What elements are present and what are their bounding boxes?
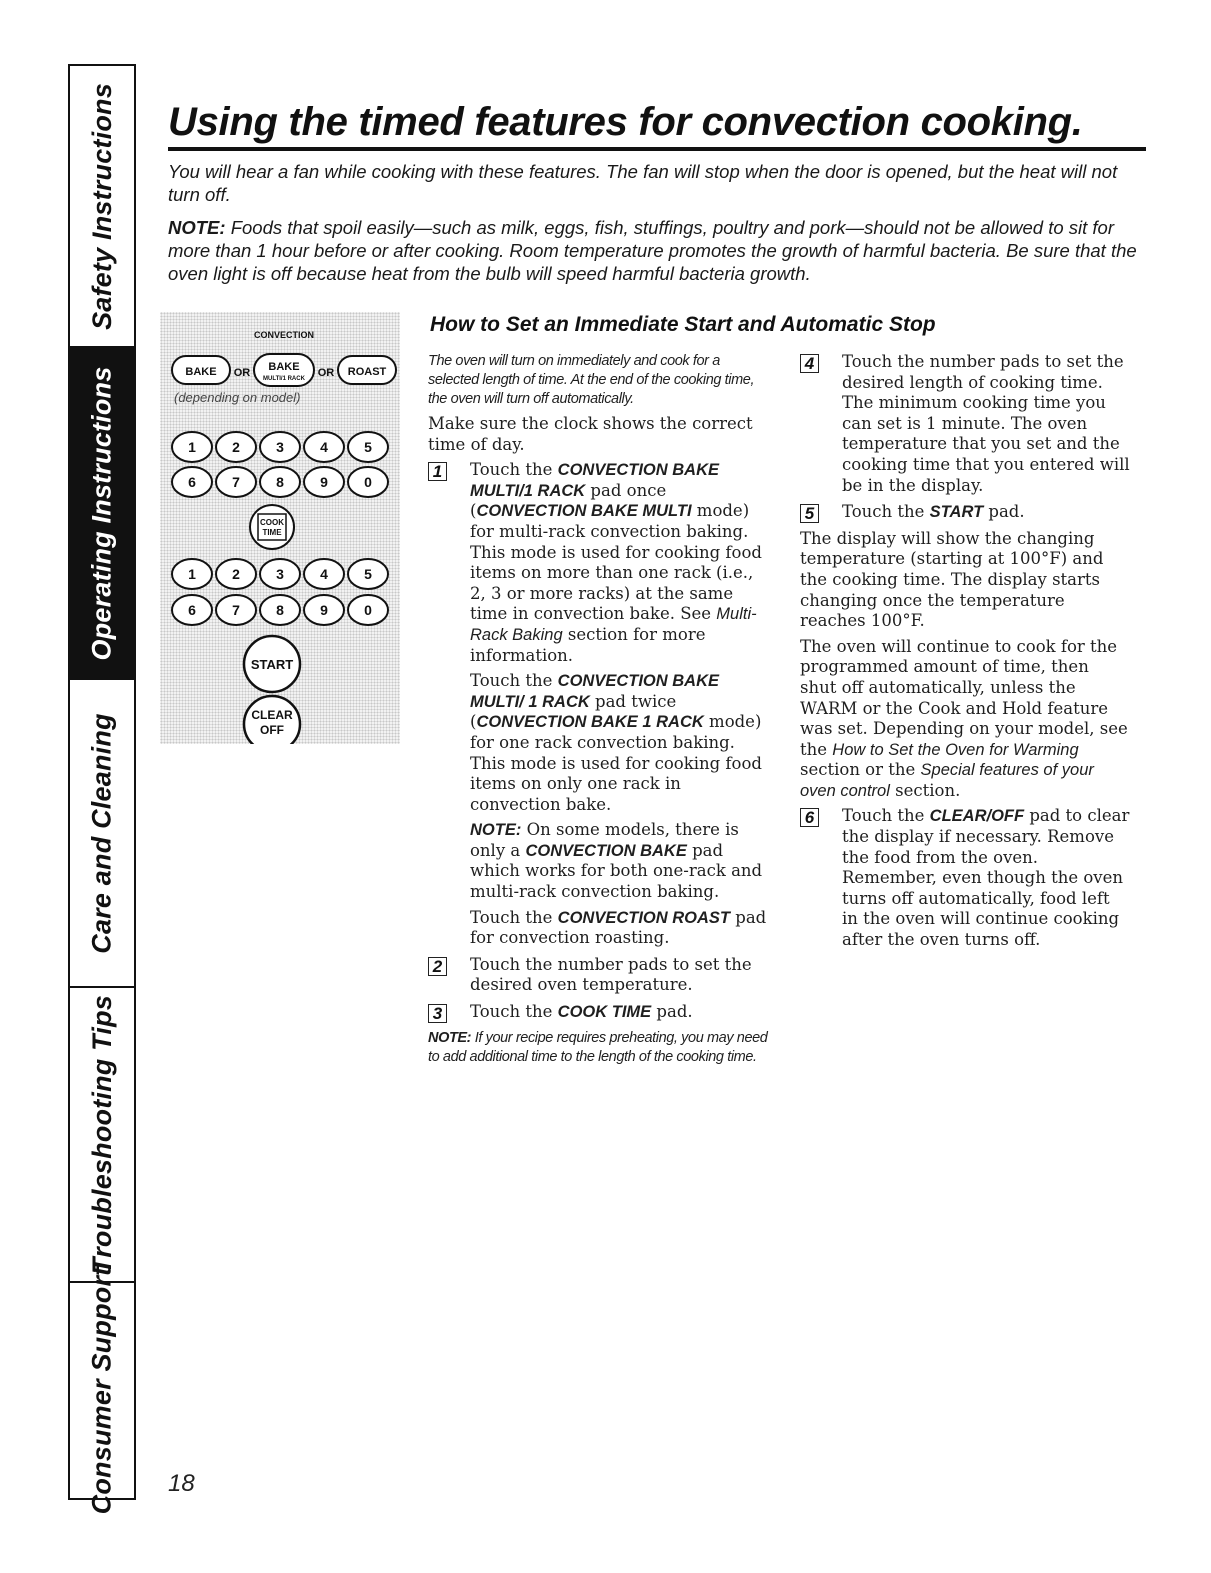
text: section or the (800, 760, 921, 780)
model-note: (depending on model) (174, 390, 301, 405)
number-pad-label: 4 (320, 439, 328, 455)
text: pad twice ( (470, 691, 677, 732)
step-number: 1 (428, 462, 447, 481)
step-3-text (470, 1002, 773, 1023)
step-number: 2 (428, 957, 447, 976)
cook-time-label: TIME (262, 528, 282, 537)
step-number: 5 (800, 504, 819, 523)
step-number: 4 (800, 354, 819, 373)
section-tabs (68, 64, 136, 1515)
text: Touch the (842, 806, 930, 826)
number-pad-7[interactable] (216, 595, 256, 625)
tab-care-and-cleaning[interactable] (70, 680, 134, 988)
number-pad-8[interactable] (260, 467, 300, 497)
pad-name: CONVECTION BAKE (525, 841, 687, 860)
text: Touch the (470, 1002, 558, 1022)
number-pad-3[interactable] (260, 432, 300, 462)
or-label: OR (317, 367, 335, 379)
number-pad-label: 3 (276, 439, 284, 455)
text: mode) for multi-rack convection baking. This mode is used for cooking food items on more than one rack (i.e., 2, 3 or more racks) at the same time in convection bake. See (470, 501, 762, 624)
keypad-row-4 (172, 595, 388, 625)
pad-name: START (929, 503, 984, 522)
number-pad-label: 0 (364, 602, 372, 618)
section-reference: Special features of your oven control (800, 761, 1094, 800)
tab-label: Operating Instructions (86, 366, 117, 660)
number-pad-label: 3 (276, 566, 284, 582)
text: Touch the (470, 671, 558, 691)
section-reference: How to Set the Oven for Warming (832, 740, 1079, 759)
step-1-one-rack (470, 671, 773, 815)
continue-explanation (800, 637, 1130, 802)
number-pad-label: 2 (232, 566, 240, 582)
text: pad which works for both one-rack and multi-rack convection baking. (470, 840, 763, 902)
preheat-note (428, 1029, 773, 1067)
step-1-note (470, 820, 773, 902)
start-pad[interactable] (244, 636, 300, 692)
convection-label: CONVECTION (254, 330, 315, 340)
number-pad-2[interactable] (216, 559, 256, 589)
text: Touch the (470, 460, 558, 480)
page-number: 18 (168, 1470, 195, 1497)
mode-name: CONVECTION BAKE 1 RACK (476, 713, 704, 732)
step-1-roast (470, 908, 773, 949)
step-6 (800, 806, 1130, 950)
pad-name: CONVECTION ROAST (557, 908, 731, 927)
number-pad-label: 9 (320, 474, 328, 490)
bake-multi-pad[interactable] (254, 354, 314, 386)
text: The oven will continue to cook for the programmed amount of time, then shut off automatically, unless the WARM or the Cook and Hold feature was set. Depending on your model, see the (800, 636, 1128, 759)
text: section for more information. (470, 624, 706, 665)
step-1-multi-rack (470, 460, 773, 666)
safety-note (168, 216, 1143, 285)
cook-time-pad[interactable] (250, 505, 294, 549)
clear-off-pad[interactable] (244, 696, 300, 744)
step-4 (800, 352, 1130, 496)
display-explanation: The display will show the changing temperature (starting at 100°F) and the cooking time. The display starts changing once the temperature reaches 100°F. (800, 528, 1104, 631)
keypad-row-1 (172, 432, 388, 462)
number-pad-label: 5 (364, 566, 372, 582)
cook-time-label: COOK (260, 518, 284, 527)
title-rule (168, 147, 1146, 151)
step-4-text: Touch the number pads to set the desired length of cooking time. The minimum cooking time you can set is 1 minute. The oven temperature that you set and the cooking time that you entered will be in the display. (842, 352, 1130, 495)
text: If your recipe requires preheating, you may need to add additional time to the length of the cooking time. (428, 1029, 768, 1065)
tab-label: Troubleshooting Tips (86, 995, 117, 1274)
tab-label: Safety Instructions (86, 82, 117, 330)
pad-name: CLEAR/OFF (929, 807, 1025, 826)
section-reference: Multi-Rack Baking (470, 605, 757, 644)
pad-name: CONVECTION BAKE MULTI/ 1 RACK (470, 672, 720, 711)
tab-safety-instructions[interactable] (70, 66, 134, 348)
bake-multi-sub: MULTI/1 RACK (263, 376, 305, 382)
or-label: OR (233, 367, 251, 379)
number-pad-label: 7 (232, 602, 240, 618)
keypad-row-3 (172, 559, 388, 589)
step-number: 3 (428, 1004, 447, 1023)
number-pad-label: 1 (188, 566, 196, 582)
step-3 (428, 1002, 773, 1023)
number-pad-label: 7 (232, 474, 240, 490)
number-pad-label: 2 (232, 439, 240, 455)
control-panel-illustration (160, 312, 400, 744)
number-pad-0[interactable] (348, 595, 388, 625)
instructions-column-1 (428, 352, 773, 1072)
number-pad-label: 9 (320, 602, 328, 618)
tab-troubleshooting-tips[interactable] (70, 988, 134, 1283)
pad-name: CONVECTION BAKE MULTI/1 RACK (470, 461, 720, 500)
roast-pad-label: ROAST (347, 366, 387, 378)
page-title: Using the timed features for convection cooking. (168, 100, 1083, 144)
number-pad-6[interactable] (172, 595, 212, 625)
step-5-text (842, 502, 1130, 523)
text: pad. (983, 502, 1025, 522)
number-pad-3[interactable] (260, 559, 300, 589)
pad-name: COOK TIME (557, 1003, 652, 1022)
number-pad-7[interactable] (216, 467, 256, 497)
section-title: How to Set an Immediate Start and Automatic Stop (430, 313, 936, 336)
start-pad-label: START (250, 657, 294, 672)
intro-text: You will hear a fan while cooking with these features. The fan will stop when the door is opened, but the heat will not turn off. (168, 161, 1118, 205)
number-pad-label: 8 (276, 474, 284, 490)
note-label: NOTE: (470, 821, 522, 840)
clear-pad-label: CLEAR (251, 708, 293, 722)
text: pad for convection roasting. (470, 907, 767, 948)
tab-label: Care and Cleaning (86, 712, 117, 954)
mode-name: CONVECTION BAKE MULTI (476, 502, 692, 521)
section-lead: The oven will turn on immediately and cook for a selected length of time. At the end of the cooking time, the oven will turn off automatically. (428, 353, 755, 407)
number-pad-5[interactable] (348, 432, 388, 462)
roast-pad[interactable] (338, 356, 396, 384)
text: Touch the (470, 907, 558, 927)
number-pad-4[interactable] (304, 559, 344, 589)
off-pad-label: OFF (260, 723, 284, 737)
step-6-text (842, 806, 1130, 950)
text: pad once ( (470, 480, 667, 521)
number-pad-9[interactable] (304, 595, 344, 625)
number-pad-label: 8 (276, 602, 284, 618)
number-pad-0[interactable] (348, 467, 388, 497)
number-pad-4[interactable] (304, 432, 344, 462)
text: Touch the (842, 502, 930, 522)
number-pad-label: 6 (188, 602, 196, 618)
step-1 (428, 460, 773, 949)
bake-multi-label: BAKE (268, 361, 300, 373)
text: mode) for one rack convection baking. This mode is used for cooking food items on only one rack in convection bake. (470, 712, 762, 814)
number-pad-label: 4 (320, 566, 328, 582)
number-pad-2[interactable] (216, 432, 256, 462)
number-pad-label: 0 (364, 474, 372, 490)
bake-pad-label: BAKE (185, 366, 217, 378)
step-number: 6 (800, 808, 819, 827)
step-2-text: Touch the number pads to set the desired oven temperature. (470, 954, 752, 995)
number-pad-1[interactable] (172, 432, 212, 462)
tab-label: Consumer Support (86, 1266, 117, 1515)
step-5 (800, 502, 1130, 523)
number-pad-5[interactable] (348, 559, 388, 589)
number-pad-label: 5 (364, 439, 372, 455)
text: pad. (651, 1002, 693, 1022)
note-label: NOTE: (428, 1029, 472, 1046)
number-pad-6[interactable] (172, 467, 212, 497)
step-2 (428, 955, 773, 996)
text: On some models, there is only a (470, 820, 739, 860)
tab-operating-instructions[interactable] (70, 348, 134, 680)
number-pad-label: 1 (188, 439, 196, 455)
bake-pad[interactable] (172, 356, 230, 384)
keypad-row-2 (172, 467, 388, 497)
instructions-column-2 (800, 352, 1130, 957)
text: section. (889, 780, 961, 800)
note-text: Foods that spoil easily—such as milk, eggs, fish, stuffings, poultry and pork—should not be allowed to sit for more than 1 hour before or after cooking. Room temperature promotes the growth of harmful bacteria. Be sure that the oven light is off because heat from the bulb will speed harmful bacteria growth. (168, 217, 1137, 284)
clock-instruction: Make sure the clock shows the correct time of day. (428, 414, 753, 454)
number-pad-label: 6 (188, 474, 196, 490)
number-pad-9[interactable] (304, 467, 344, 497)
number-pad-1[interactable] (172, 559, 212, 589)
text: pad to clear the display if necessary. Remove the food from the oven. Remember, even though the oven turns off automatically, food left in the oven will continue cooking after the oven turns off. (842, 806, 1130, 950)
number-pad-8[interactable] (260, 595, 300, 625)
tab-consumer-support[interactable] (70, 1266, 134, 1515)
note-label: NOTE: (168, 217, 226, 238)
